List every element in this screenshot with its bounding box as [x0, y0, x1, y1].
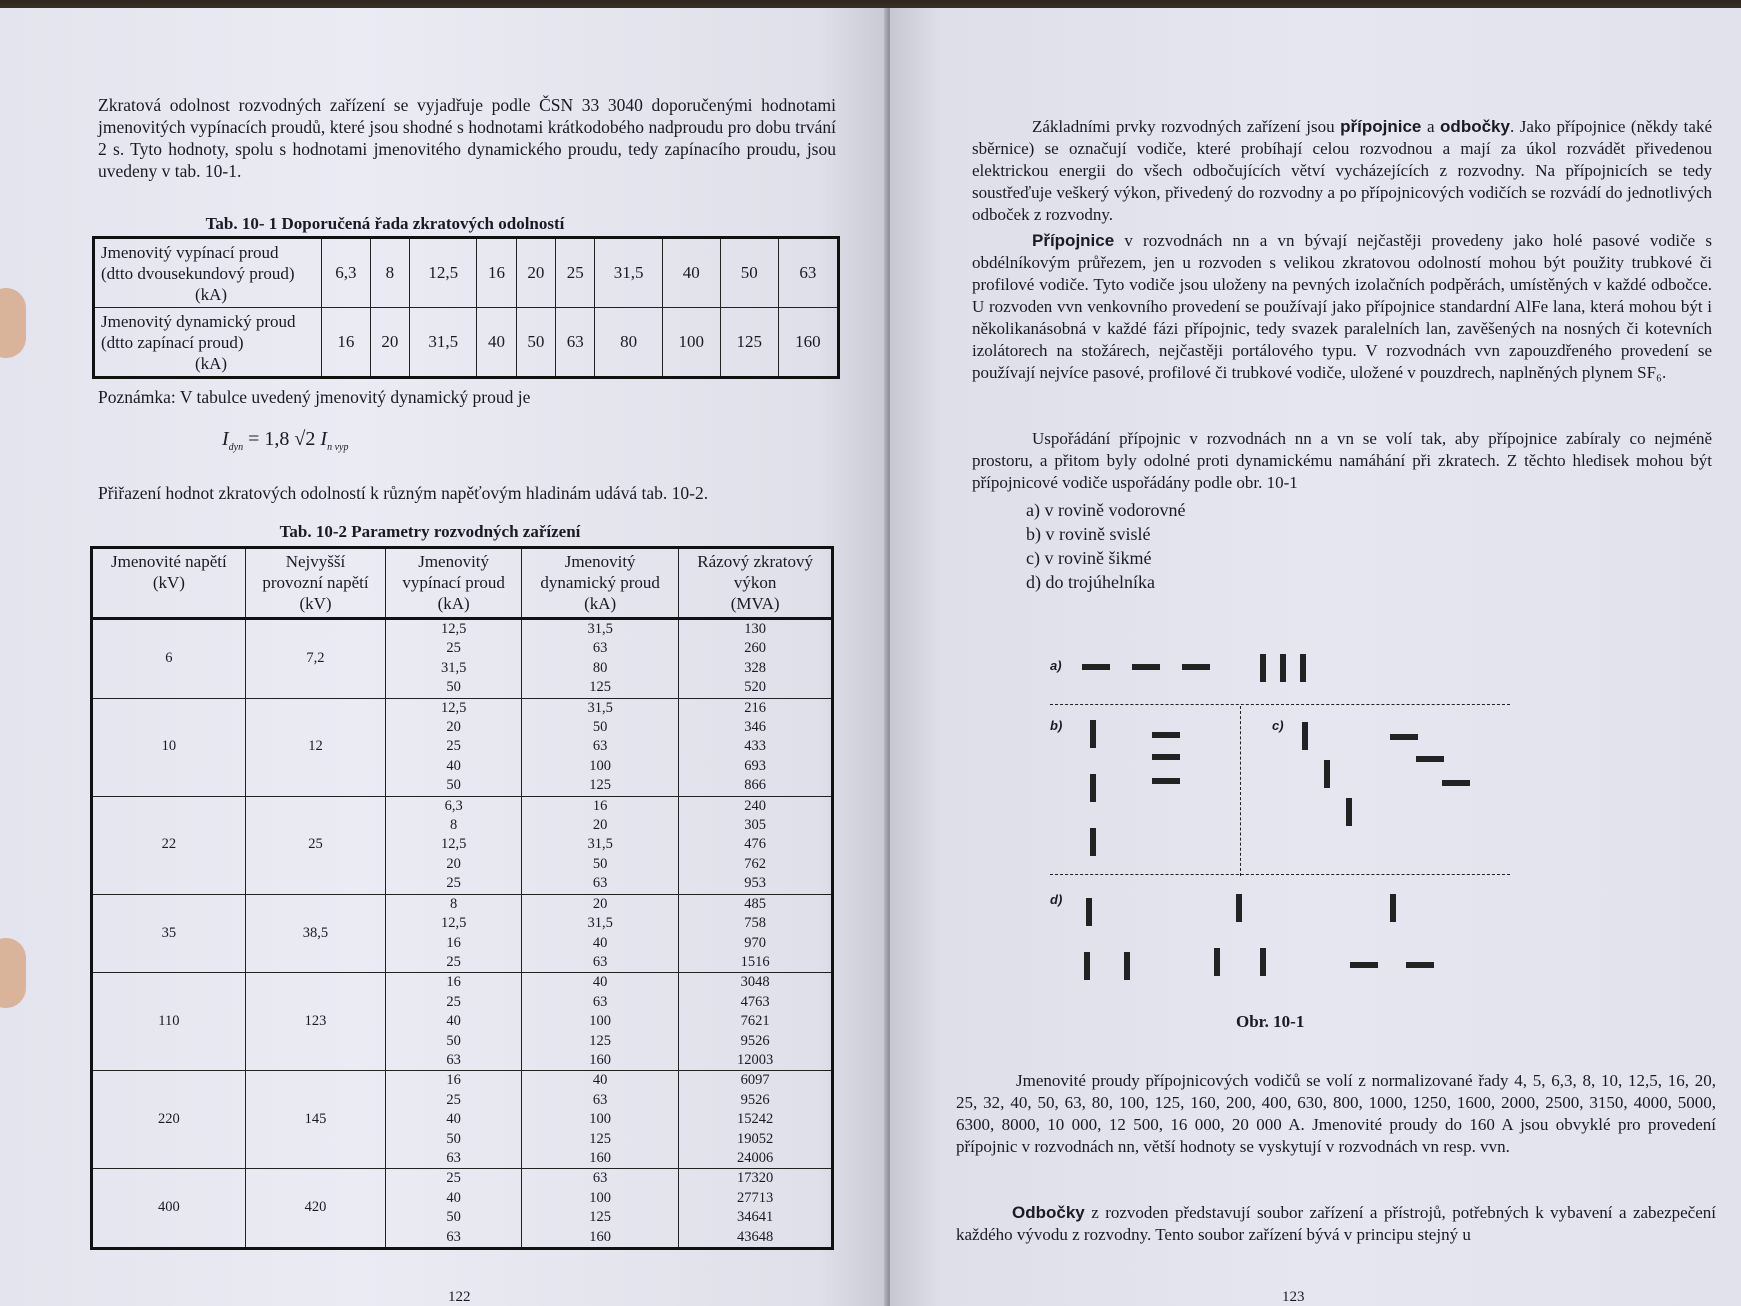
tab2-value: 31,5 — [587, 836, 613, 853]
tab2-value: 63 — [592, 1170, 608, 1187]
busbar-horizontal — [1152, 732, 1180, 738]
tab2-value: 12,5 — [440, 621, 467, 637]
tab2-value: 25 — [446, 875, 461, 892]
tab2-value: 63 — [592, 640, 608, 657]
figure-caption: Obr. 10-1 — [1236, 1012, 1305, 1031]
tab1-cell: 63 — [778, 238, 838, 308]
tab1-cell: 100 — [662, 308, 720, 378]
tab1-cell: 25 — [556, 238, 595, 308]
tab2-column-header — [522, 548, 679, 619]
tab2-value: 40 — [446, 757, 461, 774]
fig-label-a: a) — [1050, 658, 1062, 673]
tab2-value: 50 — [446, 679, 461, 696]
paragraph-busbars — [972, 230, 1712, 384]
tab2-value: 20 — [592, 895, 608, 912]
header-line: (kV) — [152, 573, 185, 592]
formula-sqrt: √2 — [294, 428, 316, 450]
tab2-value: 485 — [744, 895, 766, 912]
paragraph-arrangement: Uspořádání přípojnic v rozvodnách nn a vn se volí tak, aby přípojnice zabíraly co nejméně prostoru, a přitom byly odolné proti dynamickému namáhání při zkratech. Z těchto hledisek mohou být přípojnicové vodiče uspořádány podle obr. 10-1 — [972, 429, 1712, 492]
tab2-value: 12,5 — [440, 699, 467, 716]
tab1-cell: 50 — [720, 238, 778, 308]
tab2-row — [92, 1071, 833, 1169]
tab2-value: 40 — [446, 1111, 461, 1128]
tab2-value: 63 — [592, 953, 608, 970]
tab2-max-voltage: 420 — [245, 1169, 386, 1249]
option-item: c) v rovině šikmé — [1026, 548, 1152, 568]
tab2-value: 50 — [592, 719, 608, 736]
busbar-horizontal — [1152, 778, 1180, 784]
tab2-value-cell — [522, 619, 679, 699]
tab1-cell: 40 — [662, 238, 720, 308]
tab2-caption: Tab. 10-2 Parametry rozvodných zařízení — [279, 522, 581, 541]
busbar-vertical — [1090, 774, 1096, 802]
tab2-value: 346 — [744, 719, 766, 736]
formula-subscript: dyn — [228, 442, 244, 453]
tab2-value: 15242 — [737, 1111, 774, 1128]
tab2-max-voltage: 12 — [245, 698, 386, 796]
tab2-value: 31,5 — [587, 915, 613, 932]
tab1-row-breaking-current — [94, 238, 839, 308]
tab2-value: 100 — [589, 1189, 612, 1206]
tab2-value: 100 — [589, 1111, 612, 1128]
tab2-row — [92, 619, 833, 699]
header-line: Rázový zkratový — [697, 552, 813, 571]
text-run: a — [1421, 117, 1441, 136]
tab2-value-cell — [679, 619, 833, 699]
tab2-value: 25 — [446, 640, 461, 657]
tab2-switchgear-parameters — [90, 546, 834, 1250]
tab2-value: 80 — [592, 659, 608, 676]
tab2-value: 125 — [589, 777, 612, 794]
tab1-short-circuit-ratings — [92, 236, 840, 379]
tab2-value: 8 — [450, 817, 458, 834]
tab2-row — [92, 973, 833, 1071]
tab2-value: 19052 — [737, 1130, 774, 1147]
text-run: Základními prvky rozvodných zařízení jsou — [1032, 117, 1341, 136]
tab2-value: 40 — [592, 1072, 608, 1089]
tab1-row1-label — [94, 238, 322, 308]
tab2-rated-voltage: 22 — [92, 796, 246, 894]
tab2-value: 63 — [446, 1051, 461, 1068]
tab2-value-cell — [386, 619, 522, 699]
header-line: provozní napětí — [262, 573, 369, 592]
tab2-value-cell — [386, 894, 522, 973]
tab2-value: 160 — [589, 1051, 612, 1068]
tab2-value: 520 — [744, 679, 766, 696]
tab2-value: 63 — [592, 1091, 608, 1108]
tab2-column-header — [386, 548, 522, 619]
formula-coefficient: = 1,8 — [248, 428, 290, 450]
tab2-value: 693 — [744, 757, 766, 774]
tab2-value: 762 — [744, 855, 766, 872]
tab2-value: 160 — [589, 1228, 612, 1245]
tab2-rated-voltage: 6 — [92, 619, 246, 699]
page-number: 123 — [1282, 1289, 1305, 1305]
tab1-cell: 50 — [516, 308, 555, 378]
note: Poznámka: V tabulce uvedený jmenovitý dynamický proud je — [98, 387, 531, 407]
option-item: b) v rovině svislé — [1026, 524, 1151, 544]
tab2-row — [92, 796, 833, 894]
tab1-cell: 40 — [477, 308, 516, 378]
busbar-vertical — [1324, 760, 1330, 788]
tab2-value: 20 — [446, 855, 461, 872]
paragraph-basics — [972, 116, 1712, 226]
tab2-value: 125 — [589, 1209, 612, 1226]
tab2-value: 24006 — [737, 1149, 774, 1166]
tab1-cell: 6,3 — [322, 238, 371, 308]
tab2-value-cell — [522, 1169, 679, 1249]
header-line: (MVA) — [730, 594, 780, 613]
tab2-value-cell — [386, 1071, 522, 1169]
busbar-vertical — [1346, 798, 1352, 826]
header-line: dynamický proud — [540, 573, 660, 592]
tab2-value: 216 — [744, 699, 766, 716]
busbar-vertical — [1260, 654, 1266, 682]
tab2-value: 40 — [446, 1189, 461, 1206]
tab1-cell: 20 — [516, 238, 555, 308]
tab2-value: 16 — [446, 934, 461, 951]
tab2-value: 125 — [589, 1032, 612, 1049]
tab1-cell: 12,5 — [410, 238, 477, 308]
divider-line — [1050, 874, 1510, 875]
busbar-horizontal — [1442, 780, 1470, 786]
busbar-horizontal — [1182, 664, 1210, 670]
tab2-value: 17320 — [737, 1170, 774, 1187]
label-line: (dtto dvousekundový proud) — [101, 263, 295, 283]
tab2-row — [92, 1169, 833, 1249]
tab2-value: 970 — [744, 934, 766, 951]
header-line: Jmenovitý — [564, 552, 636, 571]
tab2-value: 100 — [589, 1013, 612, 1030]
busbar-horizontal — [1390, 734, 1418, 740]
busbar-horizontal — [1350, 962, 1378, 968]
tab2-value-cell — [522, 894, 679, 973]
label-line: Jmenovitý dynamický proud — [101, 311, 296, 331]
tab2-max-voltage: 123 — [245, 973, 386, 1071]
tab2-rated-voltage: 400 — [92, 1169, 246, 1249]
tab2-column-header — [92, 548, 246, 619]
tab1-cell: 125 — [720, 308, 778, 378]
tab2-value: 20 — [446, 719, 461, 736]
tab2-value: 12,5 — [440, 915, 467, 932]
busbar-vertical — [1090, 828, 1096, 856]
tab2-value: 63 — [446, 1149, 461, 1166]
tab2-value: 31,5 — [440, 659, 467, 676]
tab2-value-cell — [679, 698, 833, 796]
formula-symbol: I — [222, 428, 229, 450]
busbar-vertical — [1236, 894, 1242, 922]
tab2-value-cell — [386, 698, 522, 796]
tab2-value: 63 — [592, 875, 608, 892]
divider-line — [1050, 704, 1510, 705]
tab2-value: 50 — [446, 1130, 461, 1147]
tab2-value: 305 — [744, 817, 766, 834]
tab2-value: 130 — [744, 621, 766, 637]
tab1-cell: 31,5 — [410, 308, 477, 378]
tab2-value: 50 — [592, 855, 608, 872]
tab2-value: 31,5 — [587, 699, 613, 716]
tab2-value: 50 — [446, 1032, 461, 1049]
tab2-value: 25 — [446, 1170, 461, 1187]
header-line: (kA) — [584, 594, 617, 613]
tab1-cell: 80 — [595, 308, 662, 378]
busbar-vertical — [1124, 952, 1130, 980]
busbar-horizontal — [1082, 664, 1110, 670]
tab2-value: 433 — [744, 738, 766, 755]
busbar-vertical — [1390, 894, 1396, 922]
busbar-vertical — [1086, 898, 1092, 926]
tab2-value: 16 — [592, 797, 608, 814]
tab2-value: 4763 — [740, 993, 770, 1010]
tab2-value: 8 — [450, 895, 458, 912]
tab1-row-dynamic-current — [94, 308, 839, 378]
right-page — [890, 8, 1741, 1306]
tab2-value: 31,5 — [587, 621, 613, 637]
tab2-value: 27713 — [737, 1189, 774, 1206]
paragraph-branches — [956, 1202, 1716, 1246]
tab2-max-voltage: 25 — [245, 796, 386, 894]
divider-line — [1240, 706, 1241, 876]
tab2-value: 9526 — [740, 1091, 770, 1108]
arrangement-options — [1026, 498, 1185, 594]
tab2-value-cell — [679, 796, 833, 894]
tab2-value: 16 — [446, 1072, 461, 1089]
tab1-cell: 160 — [778, 308, 838, 378]
tab2-column-header — [679, 548, 833, 619]
tab2-value-cell — [386, 973, 522, 1071]
tab2-value: 6097 — [740, 1072, 770, 1089]
tab2-value: 125 — [589, 1130, 612, 1147]
tab2-value: 12,5 — [440, 836, 467, 853]
tab2-value-cell — [522, 1071, 679, 1169]
option-item: d) do trojúhelníka — [1026, 572, 1155, 592]
keyword-busbars-2: Přípojnice — [1032, 231, 1115, 250]
tab2-value-cell — [386, 1169, 522, 1249]
option-item: a) v rovině vodorovné — [1026, 500, 1186, 520]
tab2-value: 25 — [446, 1091, 461, 1108]
tab2-value: 50 — [446, 777, 461, 794]
figure-busbar-arrangements — [1050, 648, 1530, 1008]
formula-subscript: n vyp — [327, 442, 349, 453]
tab2-value: 866 — [744, 777, 766, 794]
tab2-value: 63 — [592, 738, 608, 755]
tab1-cell: 16 — [322, 308, 371, 378]
text-run: v rozvodnách nn a vn bývají nejčastěji provedeny jako holé pasové vodiče s obdélníkovým průřezem, jen u rozvoden s velikou zkratovou odolností mohou být použity trubkové či profilové vodiče. Tyto vodiče jsou uloženy na pevných izolačních podpěrách, umístěných v každé odbočce. U rozvoden vvn venkovního provedení se používají jako přípojnice standardní AlFe lana, která mohou být i několikanásobná v každé fázi přípojnic, tedy svazek paralelních lan, zavěšených na nosných či kotevních izolátorech na stožárech, nejčastěji portálového typu. V rozvodnách vvn zapouzdřeného provedení se používají nejvíce pasové, profilové či trubkové vodiče, uložené v pouzdrech, naplněných plynem SF₆. — [972, 231, 1712, 382]
fig-label-d: d) — [1050, 892, 1063, 907]
tab1-cell: 16 — [477, 238, 516, 308]
tab2-value: 50 — [446, 1209, 461, 1226]
busbar-vertical — [1302, 722, 1308, 750]
label-line: (kA) — [194, 284, 228, 304]
text-run: . Jako přípojnice (někdy také sběrnice) se označují vodiče, které probíhají celou rozvodnou a mají za úkol rozvádět přivedenou elektrickou energii do všech odbočujících větví vycházejících z rozvodny. Na přípojnicích se tedy soustřeďuje veškerý výkon, přivedený do rozvodny a po přípojnicových vodičích se rozvádí do jednotlivých odboček z rozvodny. — [972, 117, 1712, 224]
keyword-branches-2: Odbočky — [1012, 1203, 1085, 1222]
busbar-vertical — [1090, 720, 1096, 748]
tab2-column-header — [245, 548, 386, 619]
tab2-value: 25 — [446, 953, 461, 970]
tab2-value: 260 — [744, 640, 766, 657]
tab2-rated-voltage: 35 — [92, 894, 246, 973]
busbar-vertical — [1214, 948, 1220, 976]
tab2-max-voltage: 7,2 — [245, 619, 386, 699]
assign-paragraph: Přiřazení hodnot zkratových odolností k různým napěťovým hladinám udává tab. 10-2. — [98, 483, 709, 503]
tab2-value: 63 — [446, 1228, 461, 1245]
tab2-value: 160 — [589, 1149, 612, 1166]
tab2-value-cell — [522, 698, 679, 796]
tab2-value-cell — [386, 796, 522, 894]
tab2-value: 953 — [744, 875, 766, 892]
header-line: Nejvyšší — [285, 552, 346, 571]
tab2-value: 758 — [744, 915, 766, 932]
tab2-value: 12003 — [737, 1051, 774, 1068]
tab2-value-cell — [679, 973, 833, 1071]
tab2-header-row — [92, 548, 833, 619]
tab2-max-voltage: 145 — [245, 1071, 386, 1169]
tab2-value-cell — [679, 894, 833, 973]
tab1-cell: 8 — [370, 238, 409, 308]
busbar-horizontal — [1132, 664, 1160, 670]
busbar-vertical — [1084, 952, 1090, 980]
tab2-value: 34641 — [737, 1209, 774, 1226]
tab2-value: 40 — [446, 1013, 461, 1030]
finger — [0, 938, 26, 1008]
tab2-value: 240 — [744, 797, 766, 814]
tab2-value-cell — [522, 796, 679, 894]
tab2-value: 63 — [592, 993, 608, 1010]
busbar-horizontal — [1406, 962, 1434, 968]
paragraph-rated-currents: Jmenovité proudy přípojnicových vodičů se volí z normalizované řady 4, 5, 6,3, 8, 10, 12,5, 16, 20, 25, 32, 40, 50, 63, 80, 100, 125, 160, 200, 400, 630, 800, 1000, 1250, 1600, 2000, 2500, 3150, 4000, 5000, 6300, 8000, 10 000, 12 500, 16 000, 20 000 A. Jmenovité proudy do 160 A jsou obvyklé pro provedení přípojnic v rozvodnách nn, větší hodnoty se vyskytují v rozvodnách vn resp. vvn. — [956, 1071, 1716, 1156]
tab2-value: 476 — [744, 836, 766, 853]
tab1-cell: 63 — [556, 308, 595, 378]
busbar-vertical — [1280, 654, 1286, 682]
tab2-value: 100 — [589, 757, 612, 774]
left-page — [0, 8, 888, 1306]
tab1-caption: Tab. 10- 1 Doporučená řada zkratových odolností — [205, 214, 565, 233]
tab2-rated-voltage: 220 — [92, 1071, 246, 1169]
tab2-max-voltage: 38,5 — [245, 894, 386, 973]
fig-label-b: b) — [1050, 718, 1063, 733]
tab2-value: 25 — [446, 738, 461, 755]
label-line: (dtto zapínací proud) — [101, 332, 244, 352]
fig-label-c: c) — [1272, 718, 1284, 733]
page-number: 122 — [448, 1289, 471, 1305]
busbar-horizontal — [1416, 756, 1444, 762]
tab2-value: 125 — [589, 679, 612, 696]
busbar-vertical — [1260, 948, 1266, 976]
header-line: výkon — [733, 573, 777, 592]
tab2-value: 328 — [744, 659, 766, 676]
finger — [0, 288, 26, 358]
tab1-cell: 20 — [370, 308, 409, 378]
tab2-value: 43648 — [737, 1228, 774, 1245]
tab2-value-cell — [679, 1071, 833, 1169]
header-line: Jmenovité napětí — [111, 552, 227, 571]
tab2-value: 16 — [446, 974, 461, 991]
tab2-value: 9526 — [740, 1032, 770, 1049]
tab1-row2-label — [94, 308, 322, 378]
busbar-vertical — [1300, 654, 1306, 682]
tab2-rated-voltage: 10 — [92, 698, 246, 796]
tab1-cell: 31,5 — [595, 238, 662, 308]
tab2-value: 1516 — [740, 953, 770, 970]
tab2-value-cell — [522, 973, 679, 1071]
tab2-value: 20 — [592, 817, 608, 834]
tab2-value: 3048 — [740, 974, 770, 991]
tab2-value: 40 — [592, 974, 608, 991]
tab2-body — [92, 619, 833, 1249]
header-line: Jmenovitý — [418, 552, 490, 571]
tab2-value: 7621 — [740, 1013, 770, 1030]
text-run: z rozvoden představují soubor zařízení a přístrojů, potřebných k vybavení a zabezpečení každého vývodu z rozvodny. Tento soubor zařízení bývá v principu stejný u — [956, 1203, 1716, 1244]
header-line: (kV) — [299, 594, 332, 613]
intro-paragraph: Zkratová odolnost rozvodných zařízení se vyjadřuje podle ČSN 33 3040 doporučenými hodnotami jmenovitých vypínacích proudů, které jsou shodné s hodnotami krátkodobého nadproudu pro dobu trvání 2 s. Tyto hodnoty, spolu s hodnotami jmenovitého dynamického proudu, tedy zapínacího proudu, jsou uvedeny v tab. 10-1. — [98, 95, 836, 181]
tab2-value: 40 — [592, 934, 608, 951]
header-line: vypínací proud — [402, 573, 505, 592]
formula-symbol: I — [320, 428, 328, 450]
tab2-value: 25 — [446, 993, 461, 1010]
tab2-rated-voltage: 110 — [92, 973, 246, 1071]
formula — [222, 428, 348, 453]
label-line: (kA) — [194, 353, 228, 373]
busbar-horizontal — [1152, 754, 1180, 760]
keyword-branches: odbočky — [1440, 117, 1510, 136]
tab2-value-cell — [679, 1169, 833, 1249]
tab2-value: 6,3 — [444, 797, 463, 814]
label-line: Jmenovitý vypínací proud — [101, 242, 279, 262]
keyword-busbars: přípojnice — [1340, 117, 1422, 136]
tab2-row — [92, 698, 833, 796]
tab2-row — [92, 894, 833, 973]
header-line: (kA) — [437, 594, 470, 613]
